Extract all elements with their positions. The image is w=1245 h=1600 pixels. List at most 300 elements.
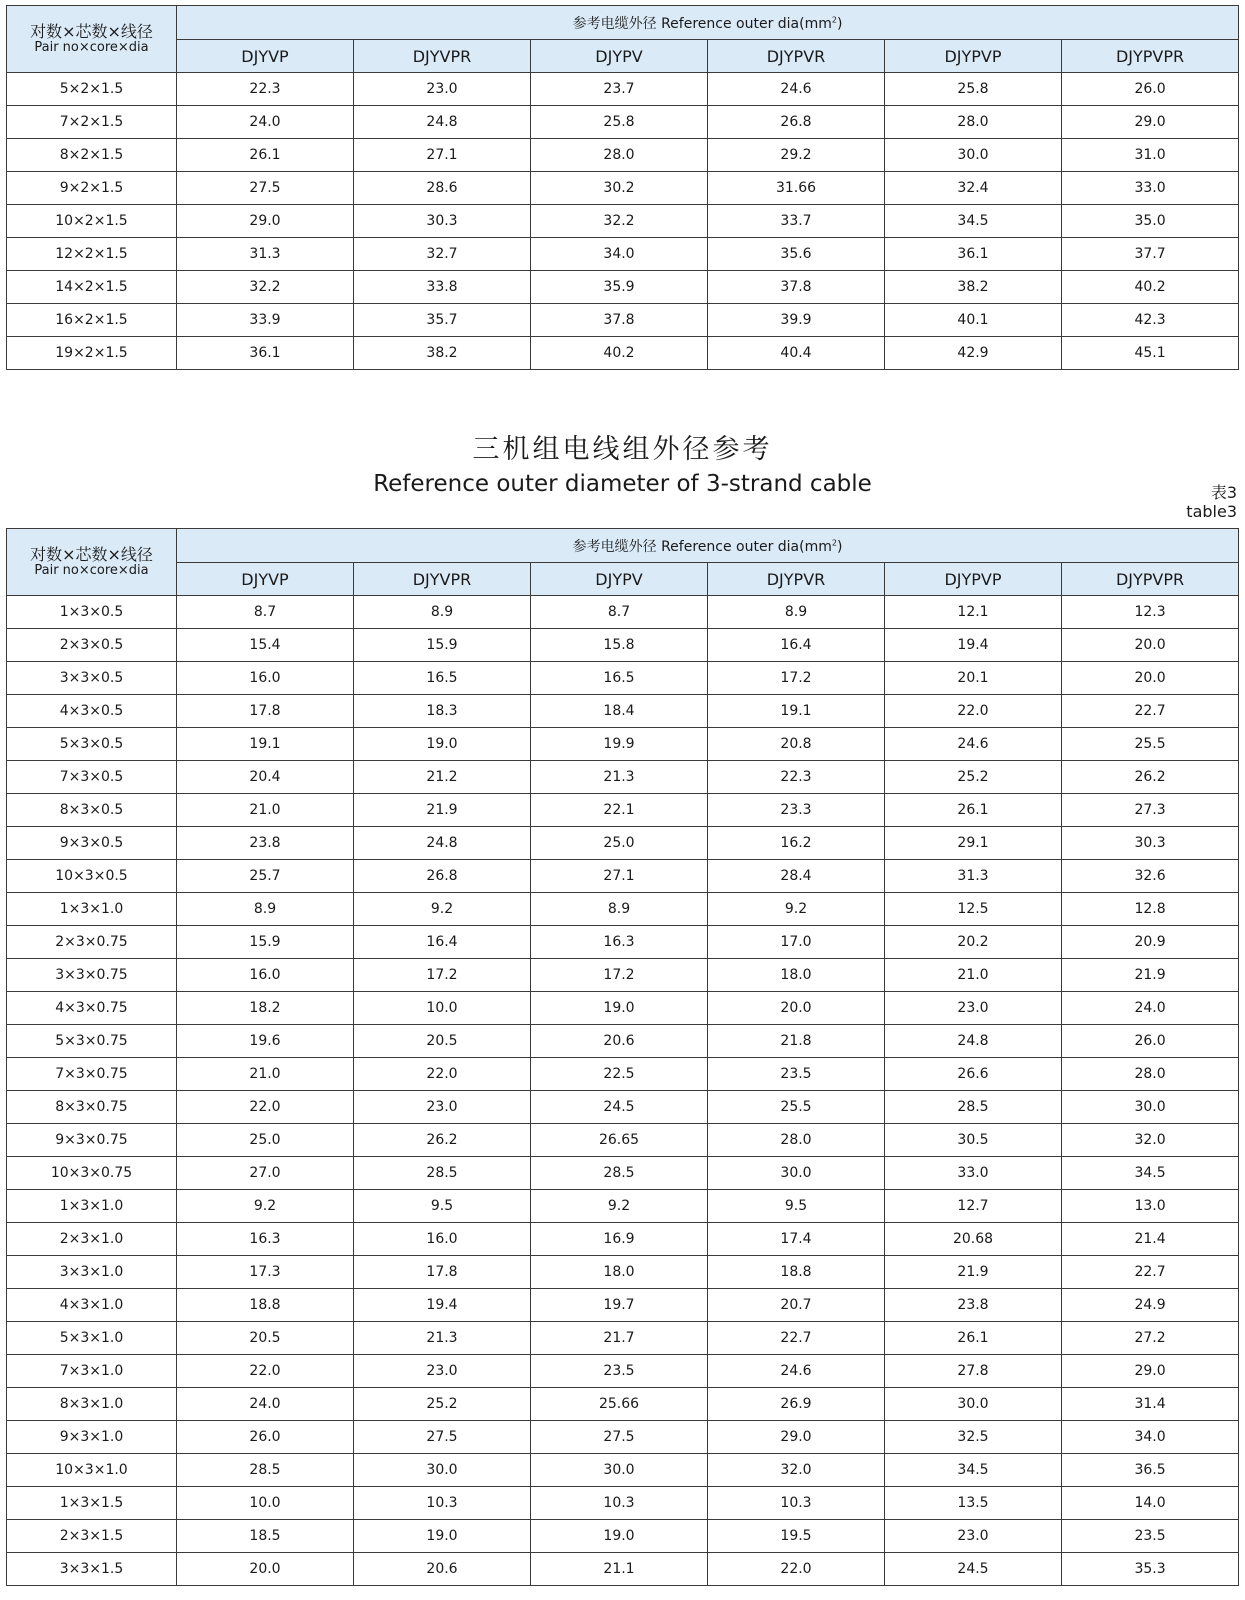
- cell-value: 21.0: [177, 794, 354, 827]
- cell-value: 19.9: [531, 728, 708, 761]
- cell-value: 17.8: [354, 1256, 531, 1289]
- cell-value: 30.0: [531, 1454, 708, 1487]
- cell-value: 19.0: [354, 728, 531, 761]
- table-2-body: [7, 596, 1239, 1586]
- cell-value: 29.0: [1062, 1355, 1239, 1388]
- cell-value: 10.3: [354, 1487, 531, 1520]
- cell-value: 30.0: [885, 1388, 1062, 1421]
- cell-value: 19.1: [177, 728, 354, 761]
- cell-value: 16.9: [531, 1223, 708, 1256]
- cell-value: 17.8: [177, 695, 354, 728]
- cell-value: 20.7: [708, 1289, 885, 1322]
- cell-value: 18.5: [177, 1520, 354, 1553]
- cell-value: 17.2: [708, 662, 885, 695]
- cell-value: 40.4: [708, 337, 885, 370]
- cell-value: 18.4: [531, 695, 708, 728]
- table-number-en: table3: [1186, 502, 1237, 521]
- cell-value: 20.0: [177, 1553, 354, 1586]
- cell-value: 28.5: [885, 1091, 1062, 1124]
- section-title-en: Reference outer diameter of 3-strand cable: [373, 471, 872, 497]
- model-header: DJYPVPR: [1062, 40, 1239, 73]
- cell-value: 18.3: [354, 695, 531, 728]
- cell-value: 31.4: [1062, 1388, 1239, 1421]
- table-row: [7, 1421, 1239, 1454]
- row-spec: 3×3×1.5: [7, 1553, 177, 1586]
- cell-value: 24.5: [885, 1553, 1062, 1586]
- cell-value: 26.1: [177, 139, 354, 172]
- table-row: [7, 1190, 1239, 1223]
- cell-value: 15.9: [354, 629, 531, 662]
- cell-value: 9.2: [354, 893, 531, 926]
- cell-value: 25.5: [1062, 728, 1239, 761]
- model-header: DJYVPR: [354, 563, 531, 596]
- row-spec: 19×2×1.5: [7, 337, 177, 370]
- cell-value: 31.0: [1062, 139, 1239, 172]
- cell-value: 17.0: [708, 926, 885, 959]
- cell-value: 23.0: [885, 992, 1062, 1025]
- cell-value: 32.6: [1062, 860, 1239, 893]
- model-header: DJYPVP: [885, 563, 1062, 596]
- cell-value: 16.5: [354, 662, 531, 695]
- cell-value: 24.0: [1062, 992, 1239, 1025]
- cell-value: 25.8: [885, 73, 1062, 106]
- header-group-tail: ): [836, 15, 843, 32]
- cell-value: 28.0: [1062, 1058, 1239, 1091]
- cell-value: 21.3: [531, 761, 708, 794]
- cell-value: 36.1: [177, 337, 354, 370]
- header-group: [177, 529, 1239, 563]
- cell-value: 37.7: [1062, 238, 1239, 271]
- cell-value: 10.3: [531, 1487, 708, 1520]
- cell-value: 17.2: [531, 959, 708, 992]
- table-row: [7, 662, 1239, 695]
- cell-value: 12.5: [885, 893, 1062, 926]
- cell-value: 32.7: [354, 238, 531, 271]
- cell-value: 26.8: [354, 860, 531, 893]
- cell-value: 23.8: [177, 827, 354, 860]
- header-group-label: 参考电缆外径 Reference outer dia(mm: [572, 538, 832, 555]
- cell-value: 16.4: [708, 629, 885, 662]
- cell-value: 18.0: [531, 1256, 708, 1289]
- row-spec: 3×3×0.5: [7, 662, 177, 695]
- cell-value: 20.68: [885, 1223, 1062, 1256]
- cell-value: 21.2: [354, 761, 531, 794]
- table-row: [7, 73, 1239, 106]
- cell-value: 32.0: [1062, 1124, 1239, 1157]
- cell-value: 26.0: [1062, 73, 1239, 106]
- row-spec: 1×3×1.0: [7, 893, 177, 926]
- cell-value: 40.2: [1062, 271, 1239, 304]
- table-row: [7, 1256, 1239, 1289]
- row-spec: 9×3×0.5: [7, 827, 177, 860]
- cell-value: 27.5: [177, 172, 354, 205]
- cell-value: 27.5: [354, 1421, 531, 1454]
- cell-value: 40.2: [531, 337, 708, 370]
- cell-value: 25.66: [531, 1388, 708, 1421]
- header-group-tail: ): [836, 538, 843, 555]
- cell-value: 20.9: [1062, 926, 1239, 959]
- cell-value: 16.5: [531, 662, 708, 695]
- row-spec: 4×3×1.0: [7, 1289, 177, 1322]
- table-row: [7, 106, 1239, 139]
- model-header: DJYVP: [177, 563, 354, 596]
- row-spec: 7×3×1.0: [7, 1355, 177, 1388]
- cell-value: 29.2: [708, 139, 885, 172]
- cell-value: 23.5: [708, 1058, 885, 1091]
- cell-value: 13.5: [885, 1487, 1062, 1520]
- row-spec: 2×3×0.5: [7, 629, 177, 662]
- cell-value: 21.4: [1062, 1223, 1239, 1256]
- cell-value: 37.8: [708, 271, 885, 304]
- cell-value: 28.6: [354, 172, 531, 205]
- cell-value: 18.8: [177, 1289, 354, 1322]
- cell-value: 19.1: [708, 695, 885, 728]
- cell-value: 23.0: [354, 1091, 531, 1124]
- table-row: [7, 1025, 1239, 1058]
- cell-value: 15.9: [177, 926, 354, 959]
- cell-value: 22.7: [1062, 695, 1239, 728]
- cell-value: 21.1: [531, 1553, 708, 1586]
- cell-value: 24.6: [708, 73, 885, 106]
- cell-value: 35.3: [1062, 1553, 1239, 1586]
- cell-value: 16.3: [531, 926, 708, 959]
- header-group-sup: 2: [831, 537, 837, 547]
- cell-value: 12.1: [885, 596, 1062, 629]
- cell-value: 10.0: [177, 1487, 354, 1520]
- cell-value: 33.0: [885, 1157, 1062, 1190]
- cell-value: 20.4: [177, 761, 354, 794]
- table-row: [7, 1553, 1239, 1586]
- cell-value: 22.0: [354, 1058, 531, 1091]
- cell-value: 22.0: [177, 1355, 354, 1388]
- table-row: [7, 205, 1239, 238]
- cable-table-2: [6, 528, 1239, 1586]
- cell-value: 40.1: [885, 304, 1062, 337]
- section-title-zh: 三机组电线组外径参考: [472, 434, 773, 465]
- table-number-zh: 表3: [1210, 483, 1237, 502]
- cell-value: 28.5: [177, 1454, 354, 1487]
- cell-value: 9.2: [177, 1190, 354, 1223]
- cell-value: 24.0: [177, 106, 354, 139]
- cell-value: 15.4: [177, 629, 354, 662]
- cell-value: 26.8: [708, 106, 885, 139]
- row-spec: 10×3×0.75: [7, 1157, 177, 1190]
- cell-value: 30.0: [708, 1157, 885, 1190]
- row-spec: 4×3×0.5: [7, 695, 177, 728]
- cell-value: 9.5: [708, 1190, 885, 1223]
- cell-value: 21.7: [531, 1322, 708, 1355]
- cell-value: 19.7: [531, 1289, 708, 1322]
- cell-value: 16.0: [177, 662, 354, 695]
- cell-value: 33.7: [708, 205, 885, 238]
- cell-value: 24.0: [177, 1388, 354, 1421]
- row-spec: 10×2×1.5: [7, 205, 177, 238]
- cell-value: 24.6: [885, 728, 1062, 761]
- cell-value: 25.8: [531, 106, 708, 139]
- cell-value: 18.8: [708, 1256, 885, 1289]
- cell-value: 18.0: [708, 959, 885, 992]
- cell-value: 42.9: [885, 337, 1062, 370]
- cell-value: 31.3: [177, 238, 354, 271]
- header-corner-zh: 对数×芯数×线径: [30, 21, 153, 41]
- cell-value: 26.65: [531, 1124, 708, 1157]
- cell-value: 22.3: [177, 73, 354, 106]
- cell-value: 24.5: [531, 1091, 708, 1124]
- cell-value: 26.9: [708, 1388, 885, 1421]
- table-row: [7, 304, 1239, 337]
- table-row: [7, 1124, 1239, 1157]
- cell-value: 20.0: [1062, 629, 1239, 662]
- cell-value: 9.5: [354, 1190, 531, 1223]
- table-row: [7, 1223, 1239, 1256]
- model-header: DJYVPR: [354, 40, 531, 73]
- cell-value: 13.0: [1062, 1190, 1239, 1223]
- header-group-label: 参考电缆外径 Reference outer dia(mm: [572, 15, 832, 32]
- cell-value: 21.9: [1062, 959, 1239, 992]
- table-row: [7, 926, 1239, 959]
- cell-value: 21.3: [354, 1322, 531, 1355]
- row-spec: 1×3×1.0: [7, 1190, 177, 1223]
- table-1-body: [7, 73, 1239, 370]
- row-spec: 9×3×0.75: [7, 1124, 177, 1157]
- cell-value: 10.3: [708, 1487, 885, 1520]
- cell-value: 23.5: [531, 1355, 708, 1388]
- cell-value: 28.0: [531, 139, 708, 172]
- cell-value: 33.8: [354, 271, 531, 304]
- table-row: [7, 761, 1239, 794]
- row-spec: 9×3×1.0: [7, 1421, 177, 1454]
- cell-value: 21.9: [354, 794, 531, 827]
- cell-value: 22.3: [708, 761, 885, 794]
- model-header: DJYPVR: [708, 563, 885, 596]
- cell-value: 30.0: [885, 139, 1062, 172]
- row-spec: 7×3×0.75: [7, 1058, 177, 1091]
- cell-value: 8.9: [531, 893, 708, 926]
- cell-value: 34.0: [1062, 1421, 1239, 1454]
- cell-value: 16.4: [354, 926, 531, 959]
- cell-value: 24.9: [1062, 1289, 1239, 1322]
- cell-value: 35.9: [531, 271, 708, 304]
- cell-value: 23.0: [354, 1355, 531, 1388]
- cell-value: 15.8: [531, 629, 708, 662]
- table-row: [7, 172, 1239, 205]
- cell-value: 20.1: [885, 662, 1062, 695]
- cell-value: 30.3: [354, 205, 531, 238]
- table-row: [7, 1520, 1239, 1553]
- cell-value: 34.5: [885, 205, 1062, 238]
- cell-value: 23.8: [885, 1289, 1062, 1322]
- cell-value: 28.5: [531, 1157, 708, 1190]
- row-spec: 7×2×1.5: [7, 106, 177, 139]
- cell-value: 24.8: [885, 1025, 1062, 1058]
- cell-value: 27.1: [531, 860, 708, 893]
- cell-value: 25.5: [708, 1091, 885, 1124]
- row-spec: 3×3×0.75: [7, 959, 177, 992]
- cell-value: 26.0: [177, 1421, 354, 1454]
- cell-value: 25.0: [531, 827, 708, 860]
- table-row: [7, 271, 1239, 304]
- cell-value: 18.2: [177, 992, 354, 1025]
- cell-value: 21.0: [177, 1058, 354, 1091]
- row-spec: 8×2×1.5: [7, 139, 177, 172]
- row-spec: 8×3×0.5: [7, 794, 177, 827]
- cell-value: 27.8: [885, 1355, 1062, 1388]
- cell-value: 32.2: [531, 205, 708, 238]
- cell-value: 39.9: [708, 304, 885, 337]
- cell-value: 8.7: [531, 596, 708, 629]
- model-header: DJYPV: [531, 40, 708, 73]
- row-spec: 8×3×0.75: [7, 1091, 177, 1124]
- cell-value: 35.7: [354, 304, 531, 337]
- cell-value: 28.0: [708, 1124, 885, 1157]
- cell-value: 22.0: [177, 1091, 354, 1124]
- cell-value: 25.0: [177, 1124, 354, 1157]
- header-corner-en: Pair no×core×dia: [34, 39, 149, 55]
- row-spec: 2×3×1.0: [7, 1223, 177, 1256]
- table-row: [7, 794, 1239, 827]
- cell-value: 17.4: [708, 1223, 885, 1256]
- row-spec: 5×3×0.5: [7, 728, 177, 761]
- cell-value: 8.9: [708, 596, 885, 629]
- cell-value: 26.1: [885, 794, 1062, 827]
- cell-value: 27.0: [177, 1157, 354, 1190]
- header-corner: [7, 529, 177, 596]
- cell-value: 17.3: [177, 1256, 354, 1289]
- table-row: [7, 1322, 1239, 1355]
- cell-value: 16.0: [354, 1223, 531, 1256]
- cell-value: 14.0: [1062, 1487, 1239, 1520]
- table-row: [7, 139, 1239, 172]
- model-header: DJYVP: [177, 40, 354, 73]
- cell-value: 29.0: [177, 205, 354, 238]
- cell-value: 8.7: [177, 596, 354, 629]
- table-row: [7, 238, 1239, 271]
- cell-value: 22.0: [708, 1553, 885, 1586]
- cell-value: 33.9: [177, 304, 354, 337]
- cell-value: 32.2: [177, 271, 354, 304]
- cell-value: 24.8: [354, 827, 531, 860]
- table-row: [7, 596, 1239, 629]
- cell-value: 25.2: [354, 1388, 531, 1421]
- model-header: DJYPVP: [885, 40, 1062, 73]
- cell-value: 23.0: [885, 1520, 1062, 1553]
- header-group: [177, 6, 1239, 40]
- cell-value: 32.4: [885, 172, 1062, 205]
- cell-value: 26.6: [885, 1058, 1062, 1091]
- cell-value: 24.8: [354, 106, 531, 139]
- table-row: [7, 1487, 1239, 1520]
- row-spec: 5×3×0.75: [7, 1025, 177, 1058]
- row-spec: 4×3×0.75: [7, 992, 177, 1025]
- cell-value: 30.2: [531, 172, 708, 205]
- row-spec: 10×3×1.0: [7, 1454, 177, 1487]
- cell-value: 35.0: [1062, 205, 1239, 238]
- cable-table-1: [6, 5, 1239, 370]
- cell-value: 31.66: [708, 172, 885, 205]
- row-spec: 3×3×1.0: [7, 1256, 177, 1289]
- cell-value: 22.7: [1062, 1256, 1239, 1289]
- cell-value: 29.0: [1062, 106, 1239, 139]
- cell-value: 27.3: [1062, 794, 1239, 827]
- table-row: [7, 893, 1239, 926]
- cell-value: 19.4: [354, 1289, 531, 1322]
- cell-value: 22.7: [708, 1322, 885, 1355]
- table-row: [7, 1091, 1239, 1124]
- cell-value: 9.2: [531, 1190, 708, 1223]
- table-row: [7, 1157, 1239, 1190]
- cell-value: 36.1: [885, 238, 1062, 271]
- table-row: [7, 1058, 1239, 1091]
- cell-value: 32.0: [708, 1454, 885, 1487]
- cell-value: 34.5: [1062, 1157, 1239, 1190]
- row-spec: 9×2×1.5: [7, 172, 177, 205]
- cell-value: 20.6: [354, 1553, 531, 1586]
- row-spec: 2×3×0.75: [7, 926, 177, 959]
- cell-value: 29.0: [708, 1421, 885, 1454]
- table-row: [7, 695, 1239, 728]
- model-header: DJYPVR: [708, 40, 885, 73]
- table-row: [7, 629, 1239, 662]
- cell-value: 23.7: [531, 73, 708, 106]
- table-row: [7, 1355, 1239, 1388]
- cell-value: 25.2: [885, 761, 1062, 794]
- cell-value: 19.4: [885, 629, 1062, 662]
- cell-value: 27.5: [531, 1421, 708, 1454]
- cell-value: 19.0: [531, 992, 708, 1025]
- cell-value: 42.3: [1062, 304, 1239, 337]
- cell-value: 16.2: [708, 827, 885, 860]
- cell-value: 22.0: [885, 695, 1062, 728]
- model-header: DJYPVPR: [1062, 563, 1239, 596]
- cell-value: 23.5: [1062, 1520, 1239, 1553]
- cell-value: 30.5: [885, 1124, 1062, 1157]
- table-row: [7, 992, 1239, 1025]
- row-spec: 8×3×1.0: [7, 1388, 177, 1421]
- cell-value: 12.8: [1062, 893, 1239, 926]
- table-row: [7, 728, 1239, 761]
- row-spec: 16×2×1.5: [7, 304, 177, 337]
- table-row: [7, 1388, 1239, 1421]
- model-header: DJYPV: [531, 563, 708, 596]
- row-spec: 2×3×1.5: [7, 1520, 177, 1553]
- row-spec: 14×2×1.5: [7, 271, 177, 304]
- cell-value: 8.9: [177, 893, 354, 926]
- cell-value: 33.0: [1062, 172, 1239, 205]
- cell-value: 38.2: [354, 337, 531, 370]
- cell-value: 20.2: [885, 926, 1062, 959]
- cell-value: 20.5: [354, 1025, 531, 1058]
- cell-value: 22.1: [531, 794, 708, 827]
- cell-value: 26.1: [885, 1322, 1062, 1355]
- row-spec: 1×3×0.5: [7, 596, 177, 629]
- cell-value: 26.0: [1062, 1025, 1239, 1058]
- cell-value: 16.3: [177, 1223, 354, 1256]
- cell-value: 19.6: [177, 1025, 354, 1058]
- cell-value: 22.5: [531, 1058, 708, 1091]
- cell-value: 12.3: [1062, 596, 1239, 629]
- header-corner: [7, 6, 177, 73]
- cell-value: 23.0: [354, 73, 531, 106]
- cell-value: 16.0: [177, 959, 354, 992]
- cell-value: 21.8: [708, 1025, 885, 1058]
- cell-value: 30.0: [1062, 1091, 1239, 1124]
- cell-value: 20.6: [531, 1025, 708, 1058]
- table-row: [7, 827, 1239, 860]
- cell-value: 25.7: [177, 860, 354, 893]
- cell-value: 17.2: [354, 959, 531, 992]
- header-corner-zh: 对数×芯数×线径: [30, 544, 153, 564]
- row-spec: 5×3×1.0: [7, 1322, 177, 1355]
